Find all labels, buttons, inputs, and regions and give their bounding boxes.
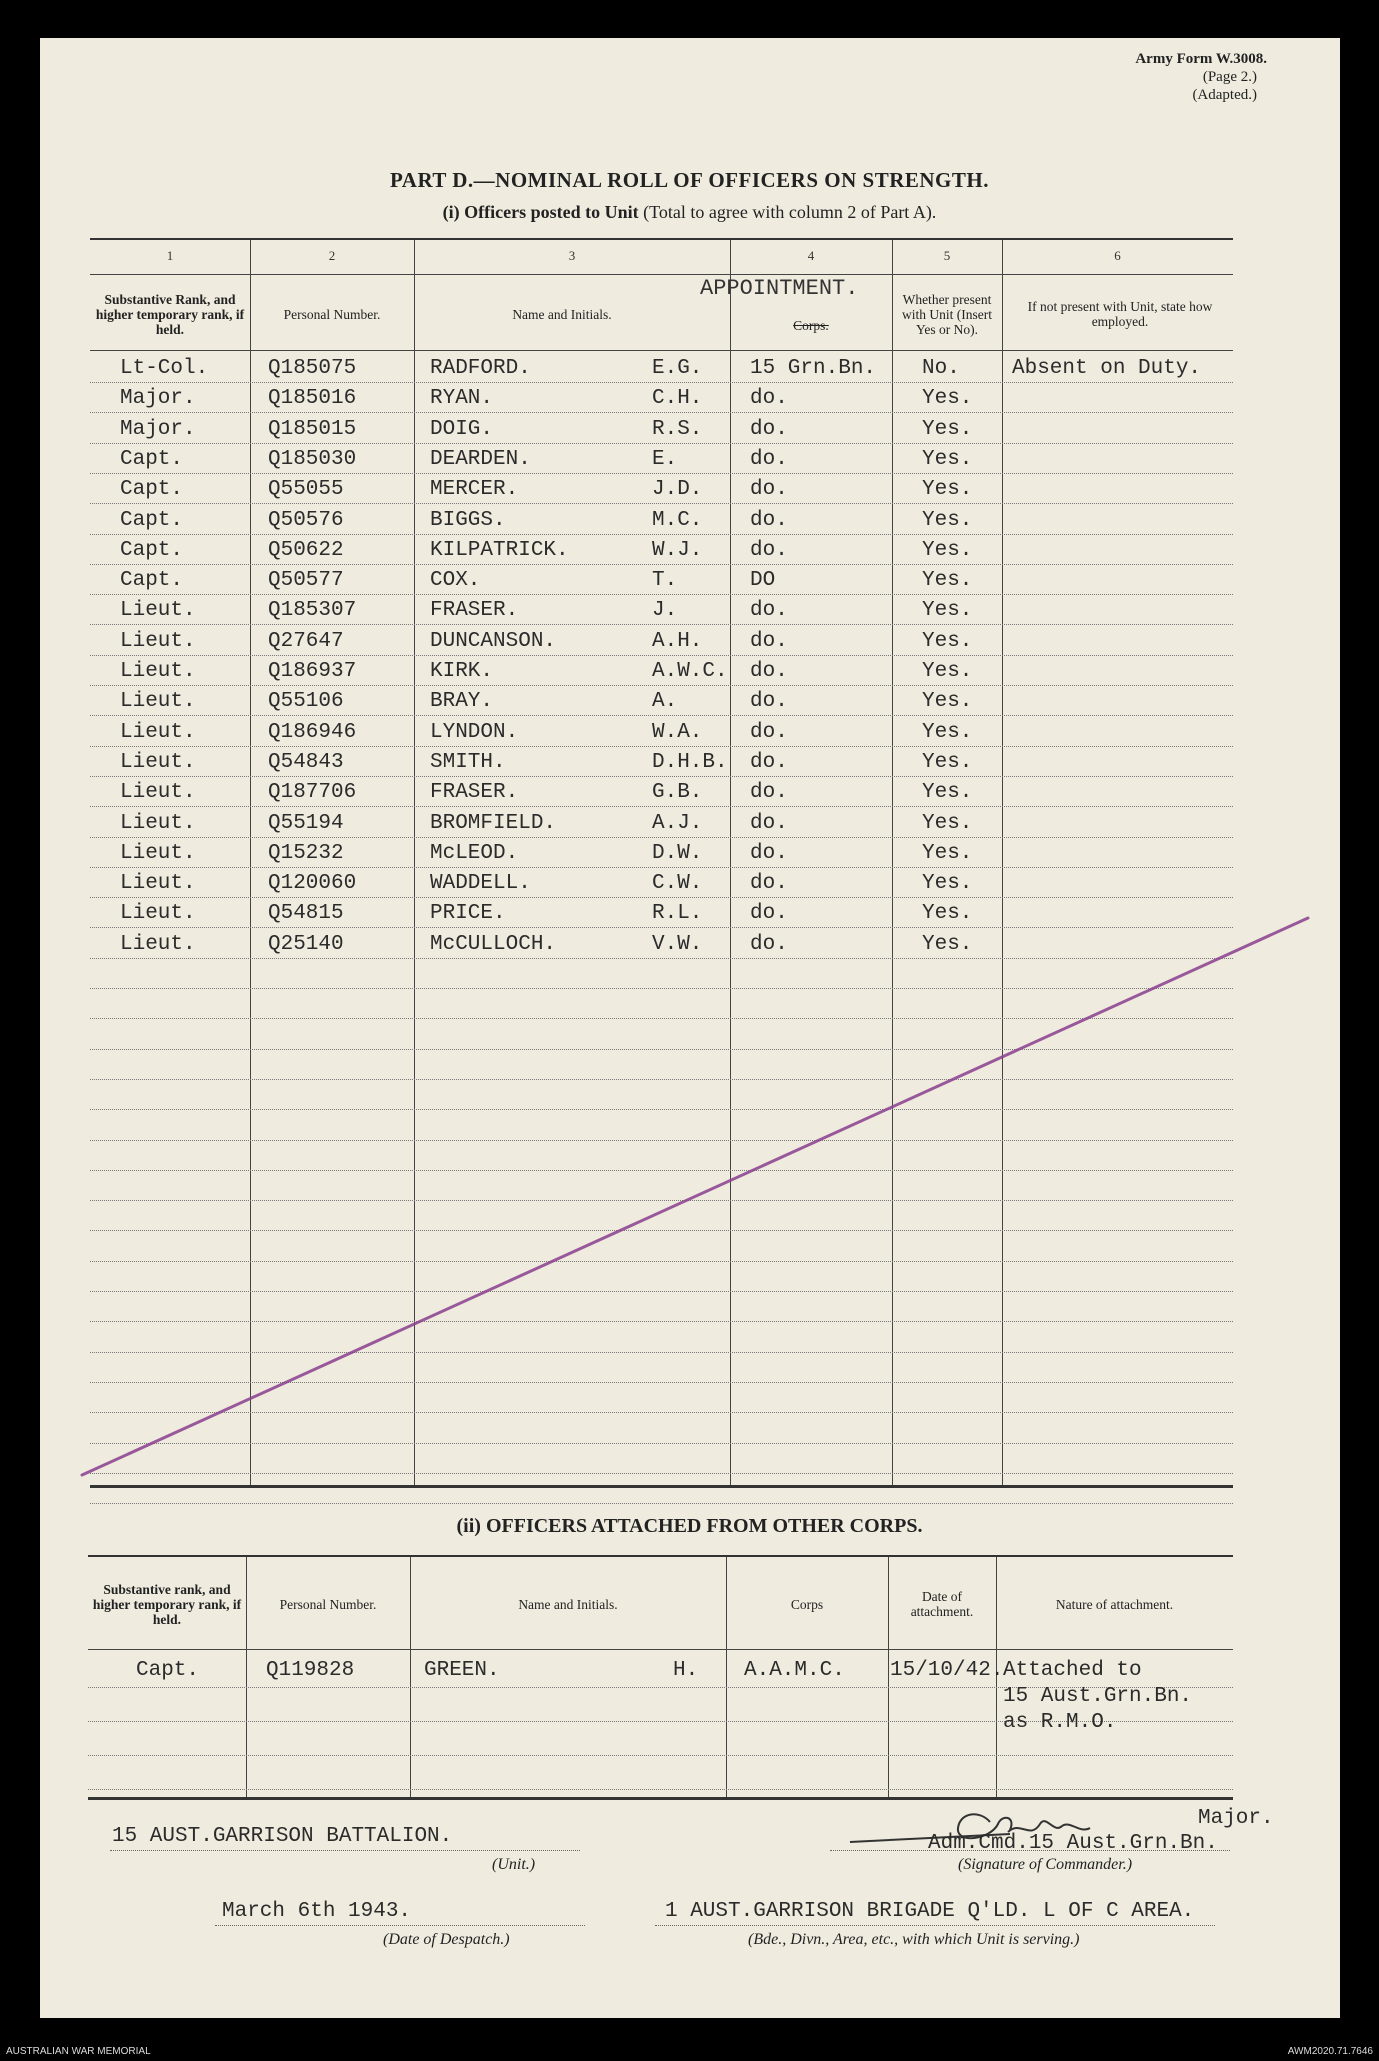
- appointment-cell: do.: [750, 660, 788, 683]
- att-header-date: Date of attachment.: [910, 1589, 974, 1619]
- number-cell: Q50576: [268, 508, 344, 532]
- att-header-nature: Nature of attachment.: [1055, 1596, 1174, 1612]
- rank-cell: Capt.: [120, 508, 184, 532]
- att-header-corps: Corps: [790, 1596, 824, 1612]
- number-cell: Q185015: [268, 417, 357, 441]
- col-num-3: 3: [568, 248, 576, 263]
- form-note: (Adapted.): [1192, 87, 1257, 103]
- initials-cell: C.W.: [652, 872, 703, 896]
- initials-cell: A.: [652, 690, 678, 714]
- header-corps: Corps.: [793, 317, 829, 333]
- rank-cell: Major.: [120, 417, 196, 441]
- appointment-cell: do.: [750, 599, 788, 623]
- att-initials-cell: H.: [673, 1659, 699, 1682]
- section-title-attached: (ii) OFFICERS ATTACHED FROM OTHER CORPS.: [456, 1515, 923, 1537]
- appointment-cell: do.: [750, 720, 788, 744]
- att-nature-line: 15 Aust.Grn.Bn.: [1003, 1685, 1193, 1708]
- initials-cell: R.L.: [652, 902, 703, 926]
- initials-cell: D.H.B.: [652, 750, 728, 774]
- col-num-1: 1: [166, 248, 174, 263]
- header-number: Personal Number.: [283, 306, 381, 322]
- number-cell: Q120060: [268, 872, 357, 896]
- number-cell: Q15232: [268, 841, 344, 865]
- name-cell: RADFORD.: [430, 357, 531, 380]
- rank-cell: Lieut.: [120, 599, 196, 623]
- present-cell: Yes.: [922, 387, 973, 411]
- initials-cell: C.H.: [652, 387, 703, 411]
- present-cell: No.: [922, 357, 960, 380]
- present-cell: Yes.: [922, 902, 973, 926]
- name-cell: RYAN.: [430, 387, 494, 411]
- col-num-2: 2: [328, 248, 336, 263]
- initials-cell: E.G.: [652, 357, 703, 380]
- present-cell: Yes.: [922, 599, 973, 623]
- form-name: Army Form W.3008.: [1135, 51, 1267, 67]
- header-name: Name and Initials.: [512, 306, 612, 322]
- appointment-cell: do.: [750, 508, 788, 532]
- number-cell: Q55194: [268, 811, 344, 835]
- subtitle-bold: (i) Officers posted to Unit: [442, 202, 639, 222]
- name-cell: McLEOD.: [430, 841, 519, 865]
- initials-cell: A.J.: [652, 811, 703, 835]
- rank-cell: Capt.: [120, 569, 184, 593]
- present-cell: Yes.: [922, 538, 973, 562]
- appointment-cell: do.: [750, 690, 788, 714]
- present-cell: Yes.: [922, 417, 973, 441]
- appointment-cell: do.: [750, 538, 788, 562]
- initials-cell: T.: [652, 569, 678, 593]
- att-nature-line: as R.M.O.: [1003, 1711, 1117, 1734]
- name-cell: BIGGS.: [430, 508, 506, 532]
- number-cell: Q50622: [268, 538, 344, 562]
- name-cell: PRICE.: [430, 902, 506, 926]
- name-cell: LYNDON.: [430, 720, 519, 744]
- present-cell: Yes.: [922, 872, 973, 896]
- rank-cell: Lt-Col.: [120, 357, 209, 380]
- att-name-cell: GREEN.: [424, 1659, 500, 1682]
- appointment-cell: do.: [750, 478, 788, 502]
- number-cell: Q25140: [268, 932, 344, 956]
- initials-cell: A.H.: [652, 629, 703, 653]
- form-page: (Page 2.): [1202, 69, 1257, 85]
- initials-cell: G.B.: [652, 781, 703, 805]
- initials-cell: D.W.: [652, 841, 703, 865]
- att-rank-cell: Capt.: [136, 1659, 200, 1682]
- present-cell: Yes.: [922, 478, 973, 502]
- number-cell: Q185030: [268, 447, 357, 471]
- initials-cell: R.S.: [652, 417, 703, 441]
- page-title: PART D.—NOMINAL ROLL OF OFFICERS ON STRENGTH.: [390, 168, 989, 192]
- name-cell: MERCER.: [430, 478, 519, 502]
- header-present: Whether present with Unit (Insert Yes or No).: [902, 291, 992, 337]
- area-name: 1 AUST.GARRISON BRIGADE Q'LD. L OF C AREA.: [665, 1900, 1195, 1923]
- number-cell: Q54843: [268, 750, 344, 774]
- number-cell: Q27647: [268, 629, 344, 653]
- credit-right: AWM2020.71.7646: [1287, 2046, 1373, 2057]
- appointment-cell: do.: [750, 841, 788, 865]
- initials-cell: M.C.: [652, 508, 703, 532]
- rank-cell: Lieut.: [120, 750, 196, 774]
- number-cell: Q186937: [268, 660, 357, 683]
- rank-cell: Major.: [120, 387, 196, 411]
- att-nature-line: Attached to: [1003, 1659, 1142, 1682]
- name-cell: COX.: [430, 569, 481, 593]
- rank-cell: Lieut.: [120, 720, 196, 744]
- employed-cell: Absent on Duty.: [1012, 357, 1202, 380]
- present-cell: Yes.: [922, 629, 973, 653]
- present-cell: Yes.: [922, 720, 973, 744]
- number-cell: Q185075: [268, 357, 357, 380]
- rank-cell: Lieut.: [120, 811, 196, 835]
- name-cell: WADDELL.: [430, 872, 531, 896]
- att-header-number: Personal Number.: [279, 1596, 377, 1612]
- present-cell: Yes.: [922, 569, 973, 593]
- commander-command: Adm.Cmd.15 Aust.Grn.Bn.: [928, 1832, 1218, 1855]
- present-cell: Yes.: [922, 750, 973, 774]
- rank-cell: Lieut.: [120, 629, 196, 653]
- number-cell: Q55106: [268, 690, 344, 714]
- appointment-cell: do.: [750, 750, 788, 774]
- number-cell: Q50577: [268, 569, 344, 593]
- col-num-6: 6: [1114, 248, 1121, 263]
- appointment-cell: do.: [750, 932, 788, 956]
- signature-caption: (Signature of Commander.): [958, 1856, 1133, 1873]
- present-cell: Yes.: [922, 841, 973, 865]
- name-cell: BRAY.: [430, 690, 494, 714]
- present-cell: Yes.: [922, 660, 973, 683]
- initials-cell: E.: [652, 447, 678, 471]
- name-cell: KIRK.: [430, 660, 494, 683]
- present-cell: Yes.: [922, 781, 973, 805]
- appointment-cell: DO: [750, 569, 776, 593]
- credit-left: AUSTRALIAN WAR MEMORIAL: [6, 2046, 151, 2057]
- initials-cell: V.W.: [652, 932, 703, 956]
- initials-cell: J.D.: [652, 478, 703, 502]
- appointment-cell: do.: [750, 902, 788, 926]
- col-num-5: 5: [943, 248, 951, 263]
- appointment-cell: do.: [750, 629, 788, 653]
- number-cell: Q186946: [268, 720, 357, 744]
- rank-cell: Lieut.: [120, 690, 196, 714]
- rank-cell: Lieut.: [120, 841, 196, 865]
- appointment-cell: do.: [750, 872, 788, 896]
- unit-name: 15 AUST.GARRISON BATTALION.: [112, 1825, 453, 1848]
- header-employed: If not present with Unit, state how employed.: [1027, 299, 1213, 329]
- name-cell: SMITH.: [430, 750, 506, 774]
- att-header-name: Name and Initials.: [518, 1596, 618, 1612]
- rank-cell: Lieut.: [120, 660, 196, 683]
- name-cell: FRASER.: [430, 781, 519, 805]
- appointment-cell: do.: [750, 781, 788, 805]
- number-cell: Q185307: [268, 599, 357, 623]
- present-cell: Yes.: [922, 811, 973, 835]
- col-num-4: 4: [807, 248, 815, 263]
- name-cell: KILPATRICK.: [430, 538, 569, 562]
- number-cell: Q54815: [268, 902, 344, 926]
- rank-cell: Lieut.: [120, 872, 196, 896]
- appointment-cell: do.: [750, 387, 788, 411]
- appointment-cell: do.: [750, 417, 788, 441]
- present-cell: Yes.: [922, 932, 973, 956]
- rank-cell: Lieut.: [120, 781, 196, 805]
- initials-cell: W.A.: [652, 720, 703, 744]
- number-cell: Q55055: [268, 478, 344, 502]
- despatch-date: March 6th 1943.: [222, 1900, 412, 1923]
- unit-caption: (Unit.): [492, 1856, 536, 1873]
- commander-rank: Major.: [1198, 1807, 1274, 1830]
- rank-cell: Capt.: [120, 447, 184, 471]
- initials-cell: W.J.: [652, 538, 703, 562]
- present-cell: Yes.: [922, 690, 973, 714]
- appointment-overtyped: APPOINTMENT.: [700, 276, 859, 301]
- number-cell: Q187706: [268, 781, 357, 805]
- initials-cell: A.W.C.: [652, 660, 728, 683]
- subtitle-rest: (Total to agree with column 2 of Part A).: [643, 202, 937, 222]
- name-cell: FRASER.: [430, 599, 519, 623]
- name-cell: DEARDEN.: [430, 447, 531, 471]
- rank-cell: Lieut.: [120, 932, 196, 956]
- att-number-cell: Q119828: [266, 1659, 355, 1682]
- rank-cell: Capt.: [120, 478, 184, 502]
- name-cell: McCULLOCH.: [430, 932, 557, 956]
- present-cell: Yes.: [922, 447, 973, 471]
- number-cell: Q185016: [268, 387, 357, 411]
- present-cell: Yes.: [922, 508, 973, 532]
- appointment-cell: 15 Grn.Bn.: [750, 357, 877, 380]
- initials-cell: J.: [652, 599, 678, 623]
- att-corps-cell: A.A.M.C.: [744, 1659, 845, 1682]
- name-cell: BROMFIELD.: [430, 811, 557, 835]
- despatch-caption: (Date of Despatch.): [383, 1931, 510, 1948]
- att-date-cell: 15/10/42.: [890, 1659, 1004, 1682]
- att-header-rank: Substantive rank, and higher temporary rank, if held.: [92, 1581, 242, 1627]
- area-caption: (Bde., Divn., Area, etc., with which Unit is serving.): [748, 1931, 1080, 1948]
- appointment-cell: do.: [750, 447, 788, 471]
- rank-cell: Lieut.: [120, 902, 196, 926]
- rank-cell: Capt.: [120, 538, 184, 562]
- header-rank: Substantive Rank, and higher temporary rank, if held.: [95, 291, 245, 337]
- appointment-cell: do.: [750, 811, 788, 835]
- name-cell: DUNCANSON.: [430, 629, 557, 653]
- name-cell: DOIG.: [430, 417, 494, 441]
